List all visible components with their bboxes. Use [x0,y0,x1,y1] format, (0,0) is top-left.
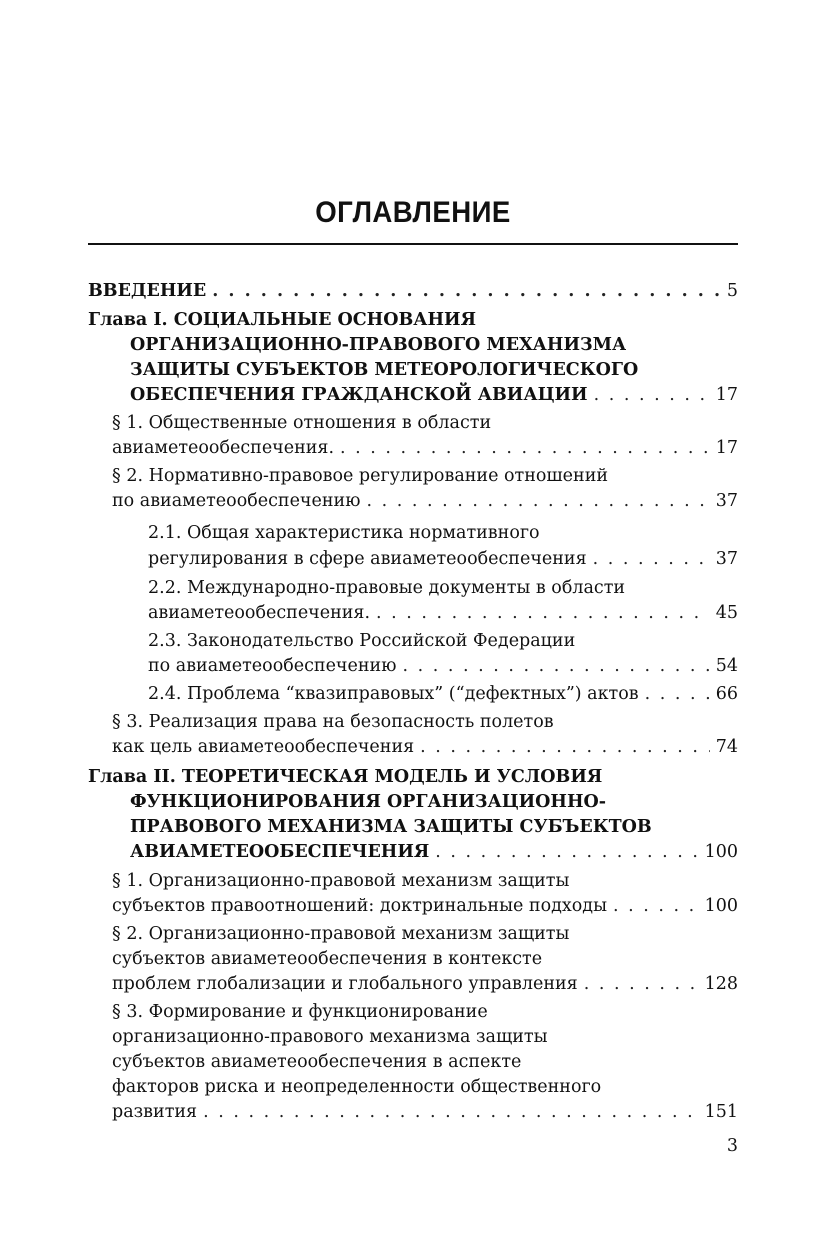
toc-page-number: 45 [715,603,738,623]
toc-chapter-2-last-line[interactable] [130,840,738,864]
dot-leader [376,601,710,625]
toc-entry-ch1-s1[interactable] [112,436,738,460]
dot-leader [593,547,710,571]
toc-line: авиаметеообеспечения. [112,438,335,458]
toc-line: АВИАМЕТЕООБЕСПЕЧЕНИЯ [130,842,430,862]
toc-line: факторов риска и неопределенности общественного [112,1077,602,1097]
toc-line: ФУНКЦИОНИРОВАНИЯ ОРГАНИЗАЦИОННО- [130,792,607,812]
toc-entry-ch2-s1[interactable] [112,894,738,918]
toc-line: ПРАВОВОГО МЕХАНИЗМА ЗАЩИТЫ СУБЪЕКТОВ [130,817,652,837]
toc-line: регулирования в сфере авиаметеообеспечения [148,549,587,569]
toc-line: авиаметеообеспечения. [148,603,371,623]
toc-entry-ch1-s2-4[interactable] [148,682,738,706]
toc-line: СОЦИАЛЬНЫЕ ОСНОВАНИЯ [173,310,477,330]
toc-page-number: 74 [715,737,738,757]
dot-leader [613,894,699,918]
toc-line: по авиаметеообеспечению [112,491,361,511]
toc-entry-ch2-s2[interactable] [112,972,738,996]
dot-leader [594,383,710,407]
toc-entry-ch1-s2-3[interactable] [148,654,738,678]
toc-line: 2.4. Проблема “квазиправовых” (“дефектных”) актов [148,684,639,704]
toc-chapter-1-heading[interactable] [88,308,476,332]
toc-page-number: 100 [704,896,738,916]
toc-entry-intro[interactable] [88,279,738,303]
toc-page-number: 151 [704,1102,738,1122]
chapter-prefix: Глава I. [88,310,168,330]
toc-line: ТЕОРЕТИЧЕСКАЯ МОДЕЛЬ И УСЛОВИЯ [181,767,603,787]
toc-line: ЗАЩИТЫ СУБЪЕКТОВ МЕТЕОРОЛОГИЧЕСКОГО [130,360,639,380]
page-number: 3 [726,1136,738,1156]
toc-chapter-1-last-line[interactable] [130,383,738,407]
toc-page-number: 54 [715,656,738,676]
dot-leader [435,840,698,864]
dot-leader [203,1100,699,1124]
toc-page-number: 17 [715,385,738,405]
toc-line: проблем глобализации и глобального управления [112,974,578,994]
toc-line[interactable]: § 2. Организационно-правовой механизм защиты [112,924,570,944]
toc-line: субъектов правоотношений: доктринальные подходы [112,896,608,916]
page-title: ОГЛАВЛЕНИЕ [315,196,511,229]
toc-line[interactable]: § 1. Общественные отношения в области [112,413,492,433]
toc-page-number: 66 [715,684,738,704]
toc-line[interactable]: 2.3. Законодательство Российской Федерации [148,631,576,651]
dot-leader [366,489,709,513]
dot-leader [584,972,699,996]
toc-line[interactable]: § 3. Формирование и функционирование [112,1002,488,1022]
dot-leader [645,682,710,706]
toc-page-number: 17 [715,438,738,458]
toc-entry-ch1-s2-2[interactable] [148,601,738,625]
toc-entry-ch1-s2-1[interactable] [148,547,738,571]
toc-line: как цель авиаметеообеспечения [112,737,415,757]
toc-line: организационно-правового механизма защиты [112,1027,548,1047]
toc-line[interactable]: 2.2. Международно-правовые документы в области [148,578,626,598]
toc-line: ОБЕСПЕЧЕНИЯ ГРАЖДАНСКОЙ АВИАЦИИ [130,385,588,405]
toc-line[interactable]: 2.1. Общая характеристика нормативного [148,523,540,543]
dot-leader [212,279,721,303]
toc-entry-ch2-s3[interactable] [112,1100,738,1124]
dot-leader [420,735,710,759]
toc-chapter-2-heading[interactable] [88,765,602,789]
toc-line: ОРГАНИЗАЦИОННО-ПРАВОВОГО МЕХАНИЗМА [130,335,627,355]
toc-page-number: 37 [715,549,738,569]
toc-line: субъектов авиаметеообеспечения в аспекте [112,1052,522,1072]
toc-line[interactable]: § 1. Организационно-правовой механизм защиты [112,871,570,891]
toc-entry-ch1-s2[interactable] [112,489,738,513]
toc-page-number: 100 [704,842,738,862]
dot-leader [402,654,709,678]
toc-page-number: 37 [715,491,738,511]
toc-page-number: 128 [704,974,738,994]
toc-line[interactable]: § 3. Реализация права на безопасность полетов [112,712,554,732]
toc-entry-ch1-s3[interactable] [112,735,738,759]
toc-page-number: 5 [726,281,738,301]
chapter-prefix: Глава II. [88,767,176,787]
toc-line[interactable]: § 2. Нормативно-правовое регулирование отношений [112,466,609,486]
toc-entry-label: ВВЕДЕНИЕ [88,281,207,301]
toc-line: субъектов авиаметеообеспечения в контексте [112,949,543,969]
dot-leader [340,436,710,460]
toc-line: по авиаметеообеспечению [148,656,397,676]
toc-line: развития [112,1102,198,1122]
